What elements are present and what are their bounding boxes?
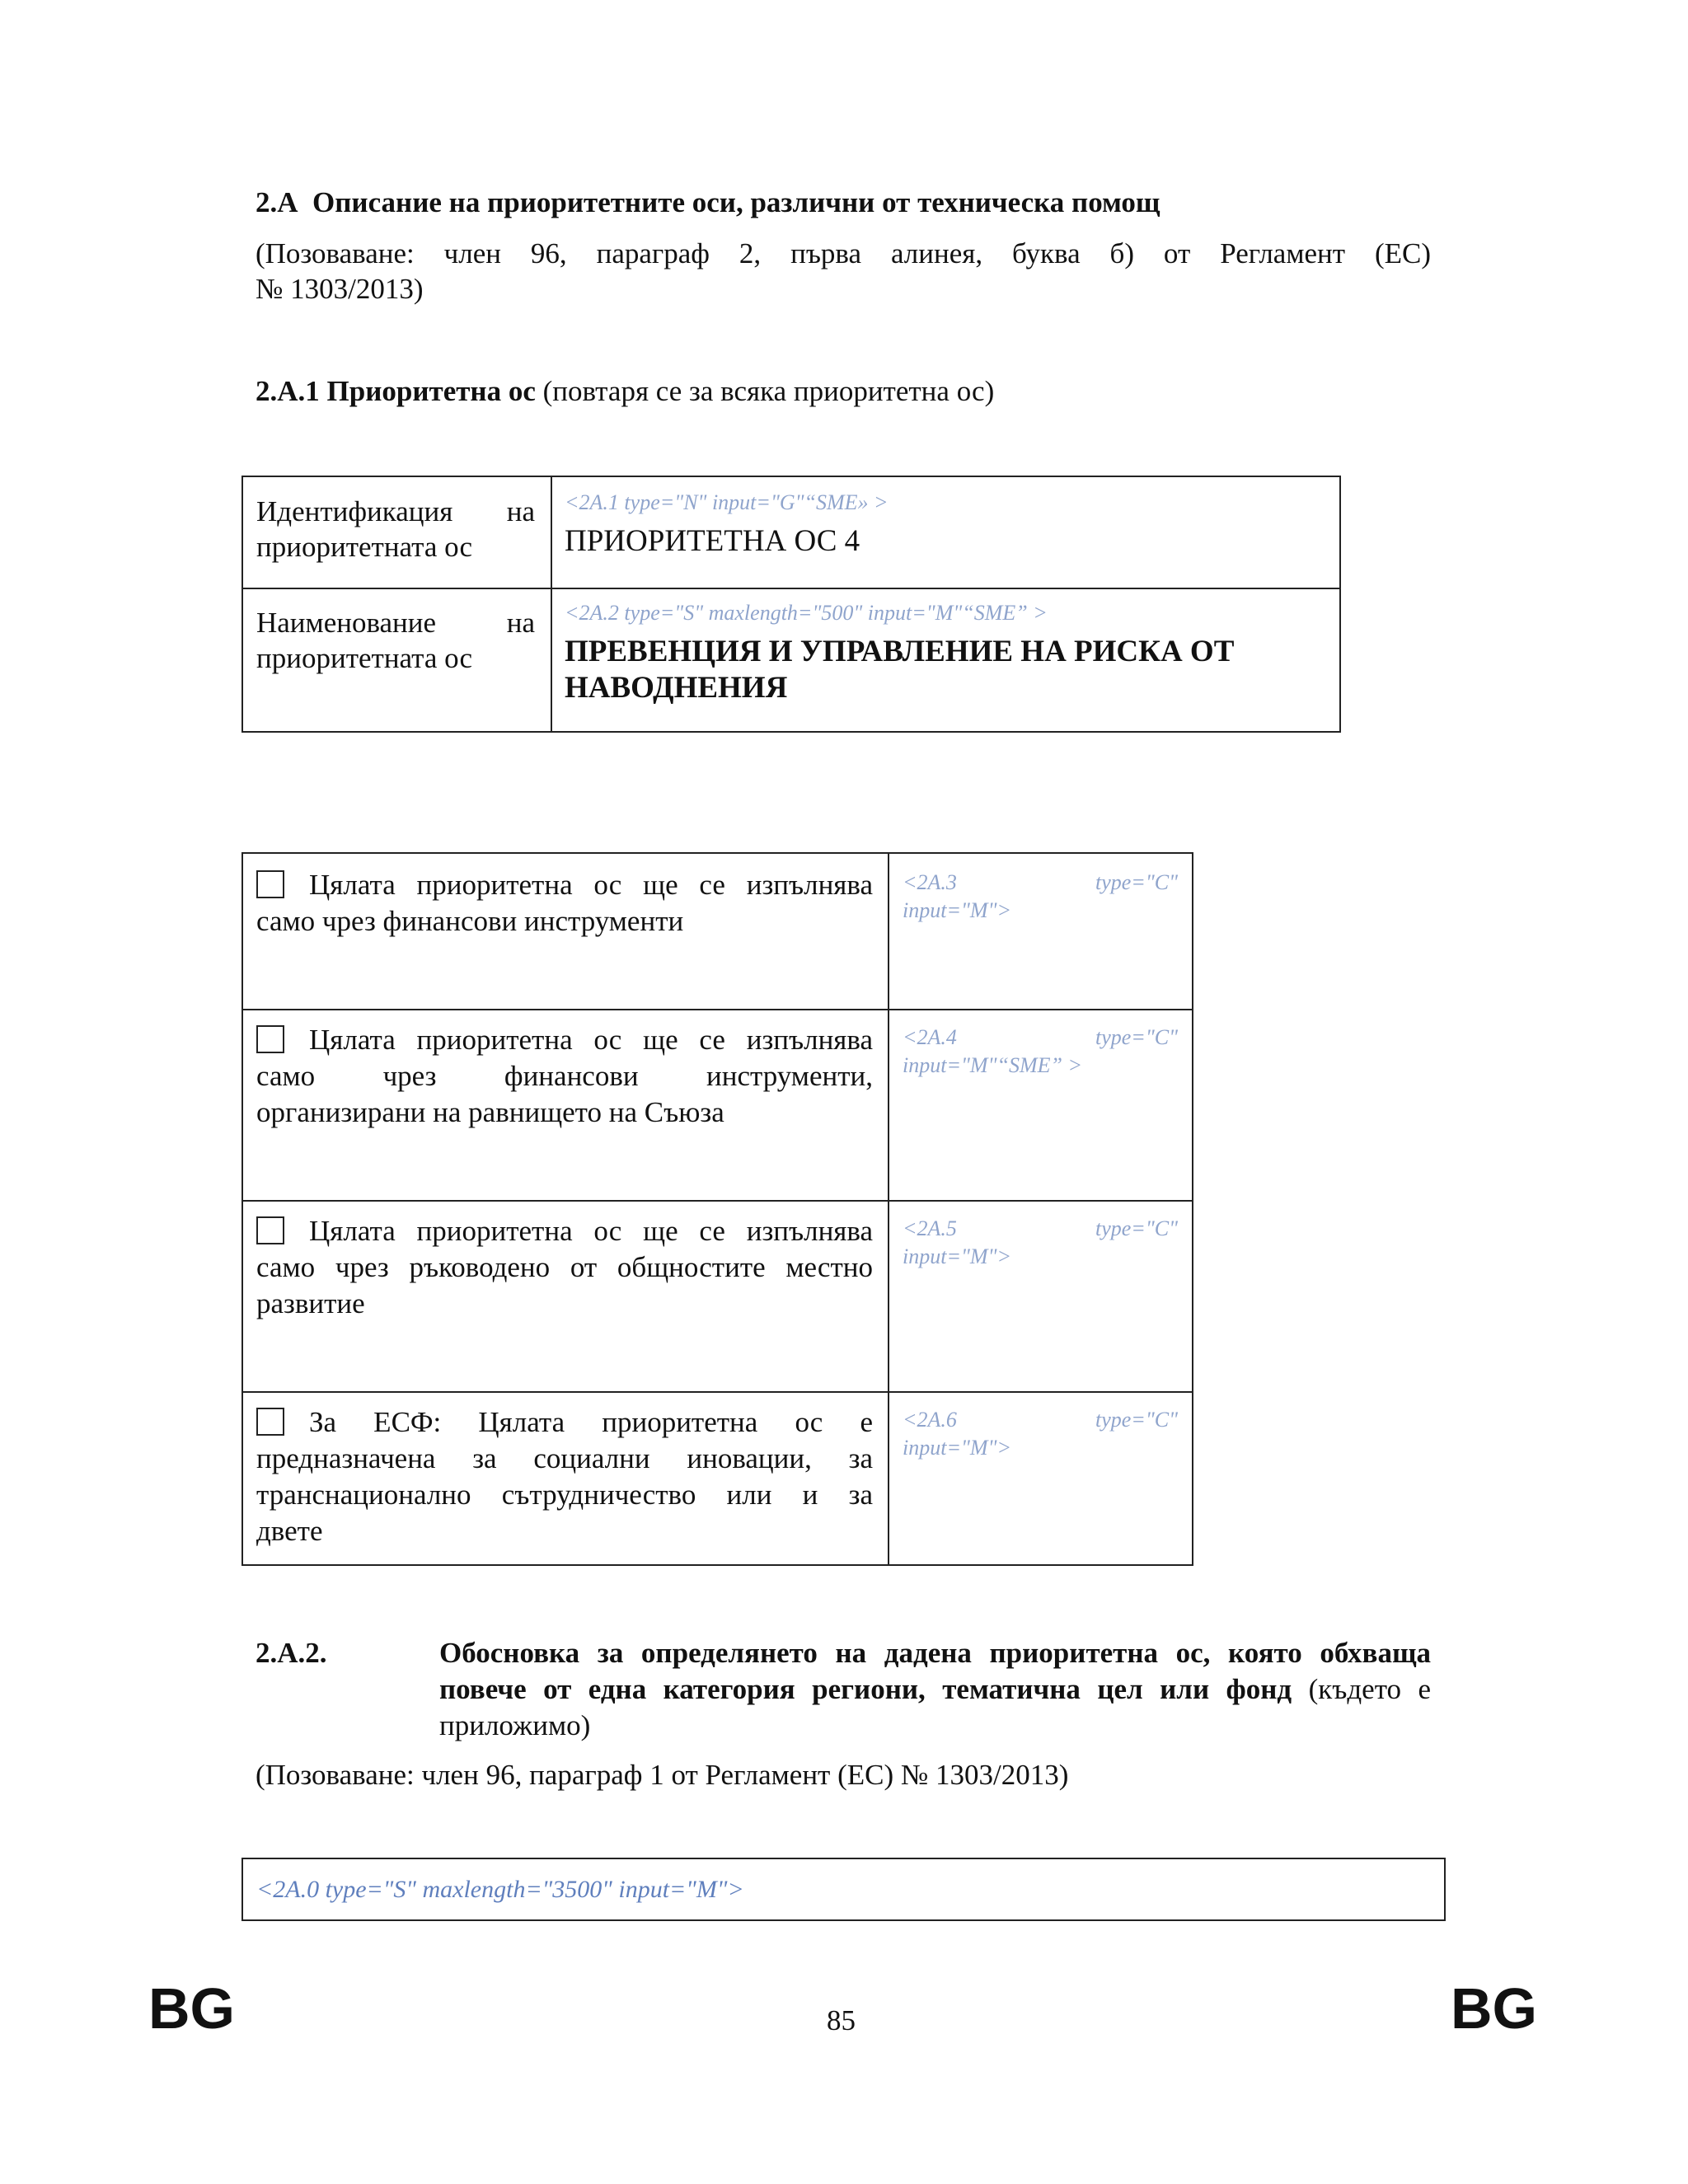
option-3-line1: Цялата приоритетна ос ще се изпълнява <box>309 1215 873 1247</box>
table-divider <box>243 1200 1192 1202</box>
subsection-2-title-line2-normal: (където е <box>1308 1673 1432 1705</box>
option-2-line1: Цялата приоритетна ос ще се изпълнява <box>309 1024 873 1056</box>
option-1-tag-line2: input="M"> <box>903 898 1012 922</box>
option-1-tag <box>903 869 1178 925</box>
subsection-2-reference: (Позоваване: член 96, параграф 1 от Регламент (ЕС) № 1303/2013) <box>256 1759 1069 1791</box>
axis-id-label-line2: приоритетната ос <box>256 531 473 563</box>
subsection-2-title-line2 <box>439 1671 1431 1708</box>
option-2-tag-left: <2A.4 <box>903 1025 957 1049</box>
option-1-tag-left: <2A.3 <box>903 870 957 894</box>
option-2-tag <box>903 1024 1178 1080</box>
axis-id-label <box>256 494 535 565</box>
axis-name-value-line1: ПРЕВЕНЦИЯ И УПРАВЛЕНИЕ НА РИСКА ОТ <box>565 635 1235 668</box>
option-row-3 <box>256 1213 873 1322</box>
option-1-line1: Цялата приоритетна ос ще се изпълнява <box>309 869 873 901</box>
subsection-2-title <box>439 1635 1431 1744</box>
table-divider <box>243 588 1339 589</box>
option-2-line3: организирани на равнището на Съюза <box>256 1096 724 1128</box>
section-title: Описание на приоритетните оси, различни от техническа помощ <box>312 186 1160 218</box>
footer-language-mark-right: BG <box>1451 1976 1537 2041</box>
subsection-2-title-line1: Обосновка за определянето на дадена приоритетна ос, която обхваща <box>439 1637 1431 1669</box>
option-1-checkbox[interactable] <box>256 870 284 898</box>
section-reference-line2: № 1303/2013) <box>256 273 424 305</box>
table-divider <box>243 1009 1192 1010</box>
option-2-tag-line2: input="M"“SME” > <box>903 1053 1082 1077</box>
option-3-line3: развитие <box>256 1287 365 1319</box>
option-3-tag-right: type="C" <box>1095 1216 1178 1240</box>
axis-id-label-word1: Идентификация <box>256 495 453 527</box>
option-3-tag <box>903 1215 1178 1271</box>
option-4-checkbox[interactable] <box>256 1408 284 1436</box>
footer-language-mark-left: BG <box>148 1976 235 2041</box>
option-4-line3: транснационално сътрудничество или и за <box>256 1479 873 1511</box>
option-2-line2: само чрез финансови инструменти, <box>256 1060 873 1092</box>
option-4-line1: За ЕСФ: Цялата приоритетна ос е <box>309 1406 873 1438</box>
option-3-checkbox[interactable] <box>256 1216 284 1244</box>
axis-id-field[interactable] <box>565 489 1306 560</box>
option-1-line2: само чрез финансови инструменти <box>256 905 684 937</box>
justification-input-tag: <2A.0 type="S" maxlength="3500" input="M"> <box>256 1876 744 1903</box>
table-divider <box>551 477 552 731</box>
option-3-tag-line2: input="M"> <box>903 1244 1012 1268</box>
priority-axis-table <box>241 476 1341 733</box>
option-3-line2: само чрез ръководено от общностите местно <box>256 1251 873 1283</box>
option-row-4 <box>256 1404 873 1549</box>
section-reference-line1: (Позоваване: член 96, параграф 2, първа алинея, буква б) от Регламент (ЕС) <box>256 237 1431 269</box>
axis-name-label-line2: приоритетната ос <box>256 642 473 674</box>
axis-name-label-word2: на <box>506 607 535 639</box>
subsection-1-heading <box>256 373 994 410</box>
subsection-2-title-line2-bold: повече от една категория региони, тематична цел или фонд <box>439 1673 1292 1705</box>
axis-id-tag: <2A.1 type="N" input="G"“SME» > <box>565 490 889 514</box>
option-4-tag-right: type="C" <box>1095 1408 1178 1432</box>
option-2-tag-right: type="C" <box>1095 1025 1178 1049</box>
option-4-line4: двете <box>256 1515 323 1547</box>
axis-id-value: ПРИОРИТЕТНА ОС 4 <box>565 524 860 558</box>
option-1-tag-right: type="C" <box>1095 870 1178 894</box>
option-4-line2: предназначена за социални иновации, за <box>256 1442 873 1474</box>
table-divider <box>888 854 889 1564</box>
section-heading <box>256 185 1160 221</box>
option-row-2 <box>256 1022 873 1131</box>
axis-name-value-line2: НАВОДНЕНИЯ <box>565 671 788 705</box>
justification-input-field[interactable] <box>241 1858 1446 1921</box>
option-3-tag-left: <2A.5 <box>903 1216 957 1240</box>
page-number: 85 <box>827 2004 856 2036</box>
table-divider <box>243 1391 1192 1393</box>
subsection-1-note: (повтаря се за всяка приоритетна ос) <box>542 375 995 407</box>
axis-name-field[interactable] <box>565 599 1306 706</box>
axis-id-label-word2: на <box>506 495 535 527</box>
subsection-2-number: 2.A.2. <box>256 1637 327 1669</box>
option-4-tag-line2: input="M"> <box>903 1436 1012 1460</box>
option-4-tag <box>903 1406 1178 1462</box>
option-2-checkbox[interactable] <box>256 1025 284 1053</box>
subsection-1-label: 2.A.1 Приоритетна ос <box>256 375 536 407</box>
axis-name-label <box>256 605 535 676</box>
implementation-options-table <box>241 852 1193 1566</box>
subsection-2-title-line3: приложимо) <box>439 1709 591 1741</box>
axis-name-tag: <2A.2 type="S" maxlength="500" input="M"“SME” > <box>565 601 1048 625</box>
option-4-tag-left: <2A.6 <box>903 1408 957 1432</box>
axis-name-label-word1: Наименование <box>256 607 437 639</box>
section-number: 2.A <box>256 186 298 218</box>
option-row-1 <box>256 867 873 940</box>
